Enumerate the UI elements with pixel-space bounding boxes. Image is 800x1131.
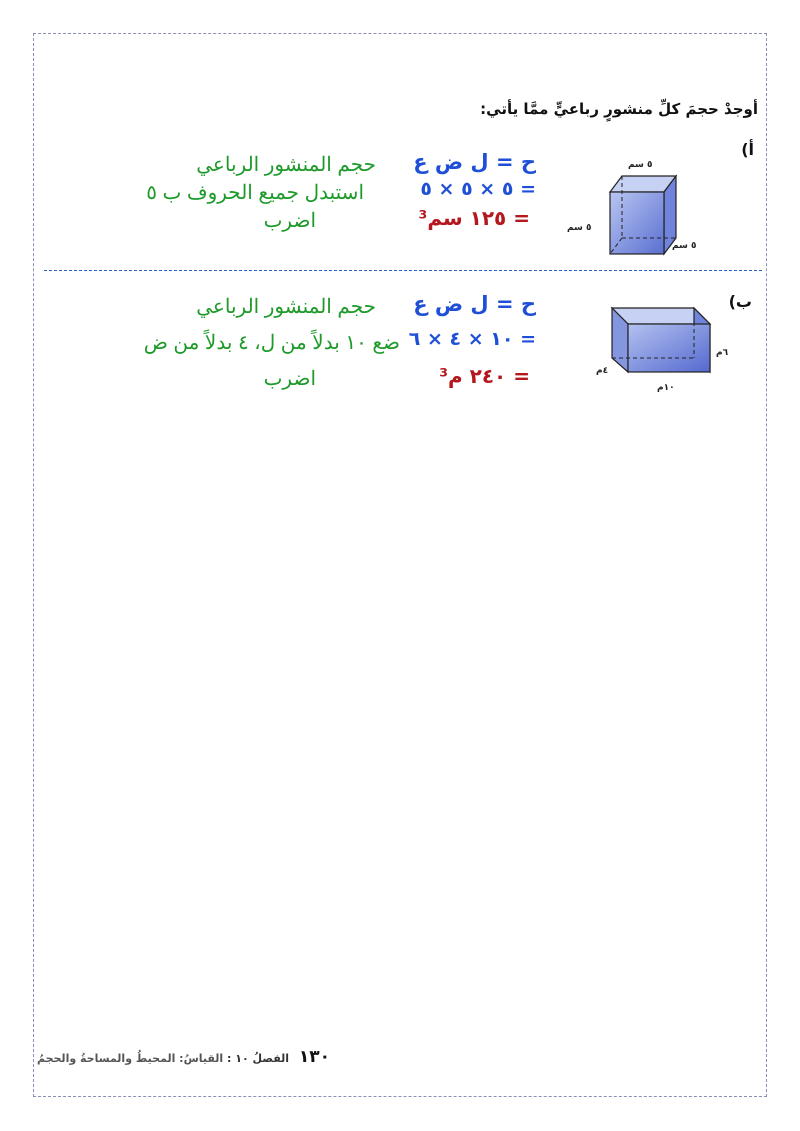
page-footer — [37, 1047, 330, 1067]
problem-a-label: أ) — [741, 140, 754, 159]
instruction-text: أوجدْ حجمَ كلِّ منشورٍ رباعيٍّ ممَّا يأتي: — [480, 100, 758, 118]
problem-b-label: ب) — [728, 292, 752, 311]
substitution-b: = ١٠ × ٤ × ٦ — [408, 328, 536, 350]
formula-desc-b: حجم المنشور الرباعي — [196, 296, 376, 318]
chapter-label: الفصلُ ١٠ : — [227, 1052, 290, 1065]
result-b: = ٢٤٠ م³ — [439, 364, 530, 388]
substitution-desc-b: ضع ١٠ بدلاً من ل، ٤ بدلاً من ض — [143, 332, 400, 354]
substitution-a: = ٥ × ٥ × ٥ — [420, 178, 536, 200]
dim-bottom-a: ٥ سم — [672, 241, 697, 251]
page-number: ١٣٠ — [298, 1047, 330, 1067]
substitution-desc-a: استبدل جميع الحروف ب ٥ — [146, 182, 364, 204]
dim-bottom-b: ١٠م — [657, 383, 675, 393]
formula-b: ح = ل ض ع — [413, 292, 536, 316]
prism-figure-b — [598, 300, 718, 380]
formula-desc-a: حجم المنشور الرباعي — [196, 154, 376, 176]
dim-left-b: ٤م — [596, 366, 609, 376]
result-desc-b: اضرب — [263, 368, 316, 390]
chapter-title: القياسُ: المحيطُ والمساحةُ والحجمُ — [36, 1052, 224, 1065]
dim-right-b: ٦م — [716, 348, 729, 358]
result-desc-a: اضرب — [263, 210, 316, 232]
result-a: = ١٢٥ سم³ — [418, 206, 530, 230]
dim-top-a: ٥ سم — [628, 160, 653, 170]
dim-left-a: ٥ سم — [567, 223, 592, 233]
separator-line — [44, 270, 762, 271]
formula-a: ح = ل ض ع — [413, 150, 536, 174]
